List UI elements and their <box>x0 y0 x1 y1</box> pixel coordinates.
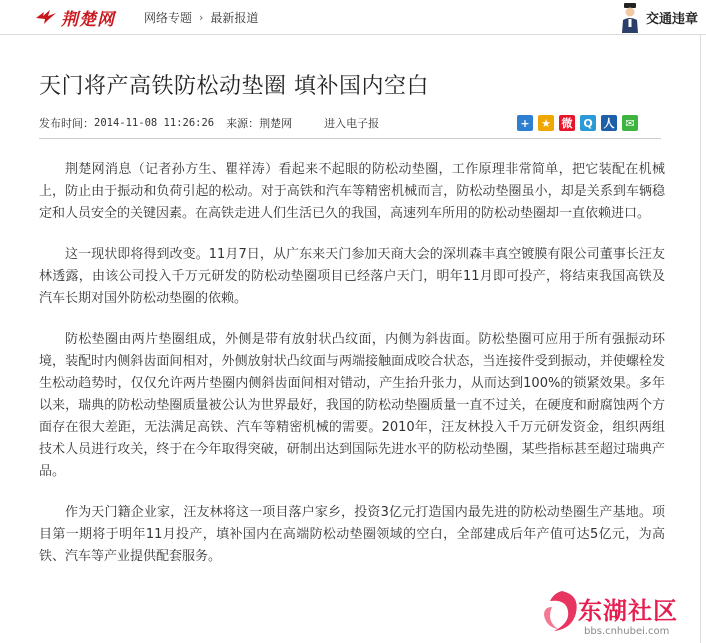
traffic-violation-link[interactable] <box>620 1 698 33</box>
publish-time-value: 2014-11-08 11:26:26 <box>94 117 215 129</box>
forum-watermark <box>540 585 706 643</box>
publish-time-label: 发布时间： <box>39 117 94 130</box>
article-title: 天门将产高铁防松动垫圈 填补国内空白 <box>39 74 429 99</box>
logo-bird-icon <box>34 8 58 26</box>
plus-share-icon[interactable]: + <box>517 115 533 131</box>
article-paragraph: 作为天门籍企业家，汪友林将这一项目落户家乡，投资3亿元打造国内最先进的防松动垫圈生产基地。项目第一期将于明年11月投产，填补国内在高端防松动垫圈领域的空白，全部建成后年产值可达5亿元，为高铁、汽车等产业提供配套服务。 <box>39 505 665 564</box>
title-divider <box>39 138 661 139</box>
top-navigation-bar <box>0 0 706 35</box>
share-toolbar <box>517 115 638 131</box>
article-container <box>0 35 701 643</box>
watermark-url: bbs.cnhubei.com <box>584 626 670 637</box>
article-paragraph: 这一现状即将得到改变。11月7日，从广东来天门参加天商大会的深圳森丰真空镀膜有限公司董事长汪友林透露，由该公司投入千万元研发的防松动垫圈项目已经落户天门，明年11月即可投产，将结束我国高铁及汽车长期对国外防松动垫圈的依赖。 <box>39 247 665 306</box>
epaper-link[interactable]: 进入电子报 <box>324 117 380 130</box>
wechat-share-icon[interactable]: ✉ <box>622 115 638 131</box>
watermark-brand: 东湖社区 <box>578 597 678 625</box>
article-meta <box>39 115 379 131</box>
article-paragraph: 荆楚网消息（记者孙方生、瞿祥涛）看起来不起眼的防松动垫圈，工作原理非常简单，把它装配在机械上，防止由于振动和负荷引起的松动。对于高铁和汽车等精密机械而言，防松动垫圈虽小，却是关系到车辆稳定和人员安全的关键因素。在高铁走进人们生活已久的我国，高速列车所用的防松动垫圈却一直依赖进口。 <box>39 162 665 221</box>
article-paragraph: 防松垫圈由两片垫圈组成，外侧是带有放射状凸纹面，内侧为斜齿面。防松垫圈可应用于所有强振动环境，装配时内侧斜齿面间相对，外侧放射状凸纹面与两端接触面成咬合状态，当连接件受到振动，并使螺栓发生松动趋势时，仅仅允许两片垫圈内侧斜齿面间相对错动，产生抬升张力，从而达到100%的锁紧效果。多年以来，瑞典的防松动垫圈质量被公认为世界最好，我国的防松动垫圈质量一直不过关，在硬度和耐腐蚀两个方面存在很大差距，无法满足高铁、汽车等精密机械的需要。2010年，汪友林投入千万元研发资金，组织两组技术人员进行攻关，终于在今年取得突破，研制出达到国际先进水平的防松动垫圈，某些指标甚至超过瑞典产品。 <box>39 332 665 479</box>
tencent-weibo-share-icon[interactable]: Q <box>580 115 596 131</box>
breadcrumb-item-latest-reports[interactable]: 最新报道 <box>210 11 259 25</box>
source-value: 荆楚网 <box>259 117 293 130</box>
article-body <box>39 159 665 587</box>
breadcrumb-item-special-topics[interactable]: 网络专题 <box>144 11 193 25</box>
logo-text: 荆楚网 <box>61 9 115 30</box>
breadcrumb <box>144 9 258 26</box>
renren-share-icon[interactable]: 人 <box>601 115 617 131</box>
qzone-share-icon[interactable]: ★ <box>538 115 554 131</box>
breadcrumb-separator: › <box>199 11 204 24</box>
traffic-violation-label: 交通违章 <box>646 11 699 27</box>
source-label: 来源： <box>226 117 260 130</box>
site-logo[interactable] <box>34 6 115 28</box>
weibo-share-icon[interactable]: 微 <box>559 115 575 131</box>
police-officer-icon <box>620 1 640 33</box>
